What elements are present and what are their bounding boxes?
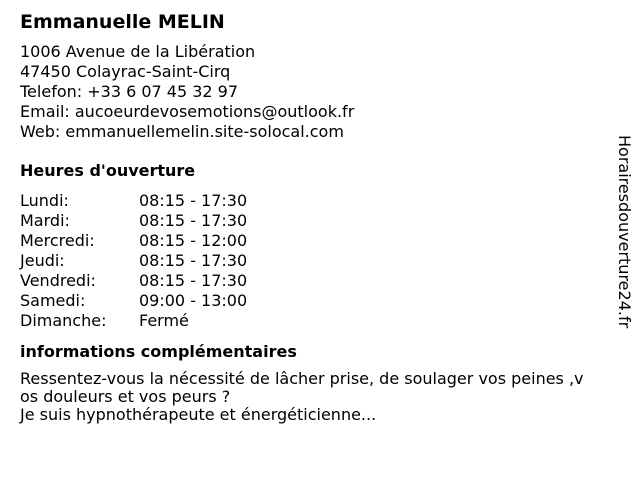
info-text-line-3: Je suis hypnothérapeute et énergéticienne... <box>20 405 377 424</box>
day-time: 08:15 - 12:00 <box>139 231 248 250</box>
address-line-2: 47450 Colayrac-Saint-Cirq <box>20 62 231 81</box>
day-label: Lundi: <box>20 191 69 210</box>
day-label: Jeudi: <box>20 251 65 270</box>
hours-row-tuesday <box>20 211 620 231</box>
hours-title: Heures d'ouverture <box>20 161 196 180</box>
site-watermark: Horairesdouverture24.fr <box>615 135 634 329</box>
day-label: Dimanche: <box>20 311 107 330</box>
hours-row-monday <box>20 191 620 211</box>
business-card <box>20 10 620 424</box>
day-time: 09:00 - 13:00 <box>139 291 248 310</box>
day-time: 08:15 - 17:30 <box>139 271 248 290</box>
phone-text: Telefon: +33 6 07 45 32 97 <box>20 82 239 101</box>
hours-row-saturday <box>20 291 620 311</box>
info-description <box>20 370 620 424</box>
business-name: Emmanuelle MELIN <box>20 11 225 33</box>
day-label: Mercredi: <box>20 231 95 250</box>
info-text-line-2: os douleurs et vos peurs ? <box>20 387 231 406</box>
day-label: Samedi: <box>20 291 86 310</box>
info-title: informations complémentaires <box>20 342 297 361</box>
info-text-line-1: Ressentez-vous la nécessité de lâcher prise, de soulager vos peines ,v <box>20 369 584 388</box>
hours-row-sunday <box>20 311 620 331</box>
hours-row-friday <box>20 271 620 291</box>
day-label: Vendredi: <box>20 271 96 290</box>
day-time: 08:15 - 17:30 <box>139 251 248 270</box>
address-line-1: 1006 Avenue de la Libération <box>20 42 256 61</box>
day-time: 08:15 - 17:30 <box>139 191 248 210</box>
day-label: Mardi: <box>20 211 70 230</box>
day-time: 08:15 - 17:30 <box>139 211 248 230</box>
web-text: Web: emmanuellemelin.site-solocal.com <box>20 122 344 141</box>
day-time: Fermé <box>139 311 189 330</box>
contact-block <box>20 42 620 142</box>
hours-table <box>20 191 620 331</box>
email-text: Email: aucoeurdevosemotions@outlook.fr <box>20 102 355 121</box>
hours-row-thursday <box>20 251 620 271</box>
hours-row-wednesday <box>20 231 620 251</box>
